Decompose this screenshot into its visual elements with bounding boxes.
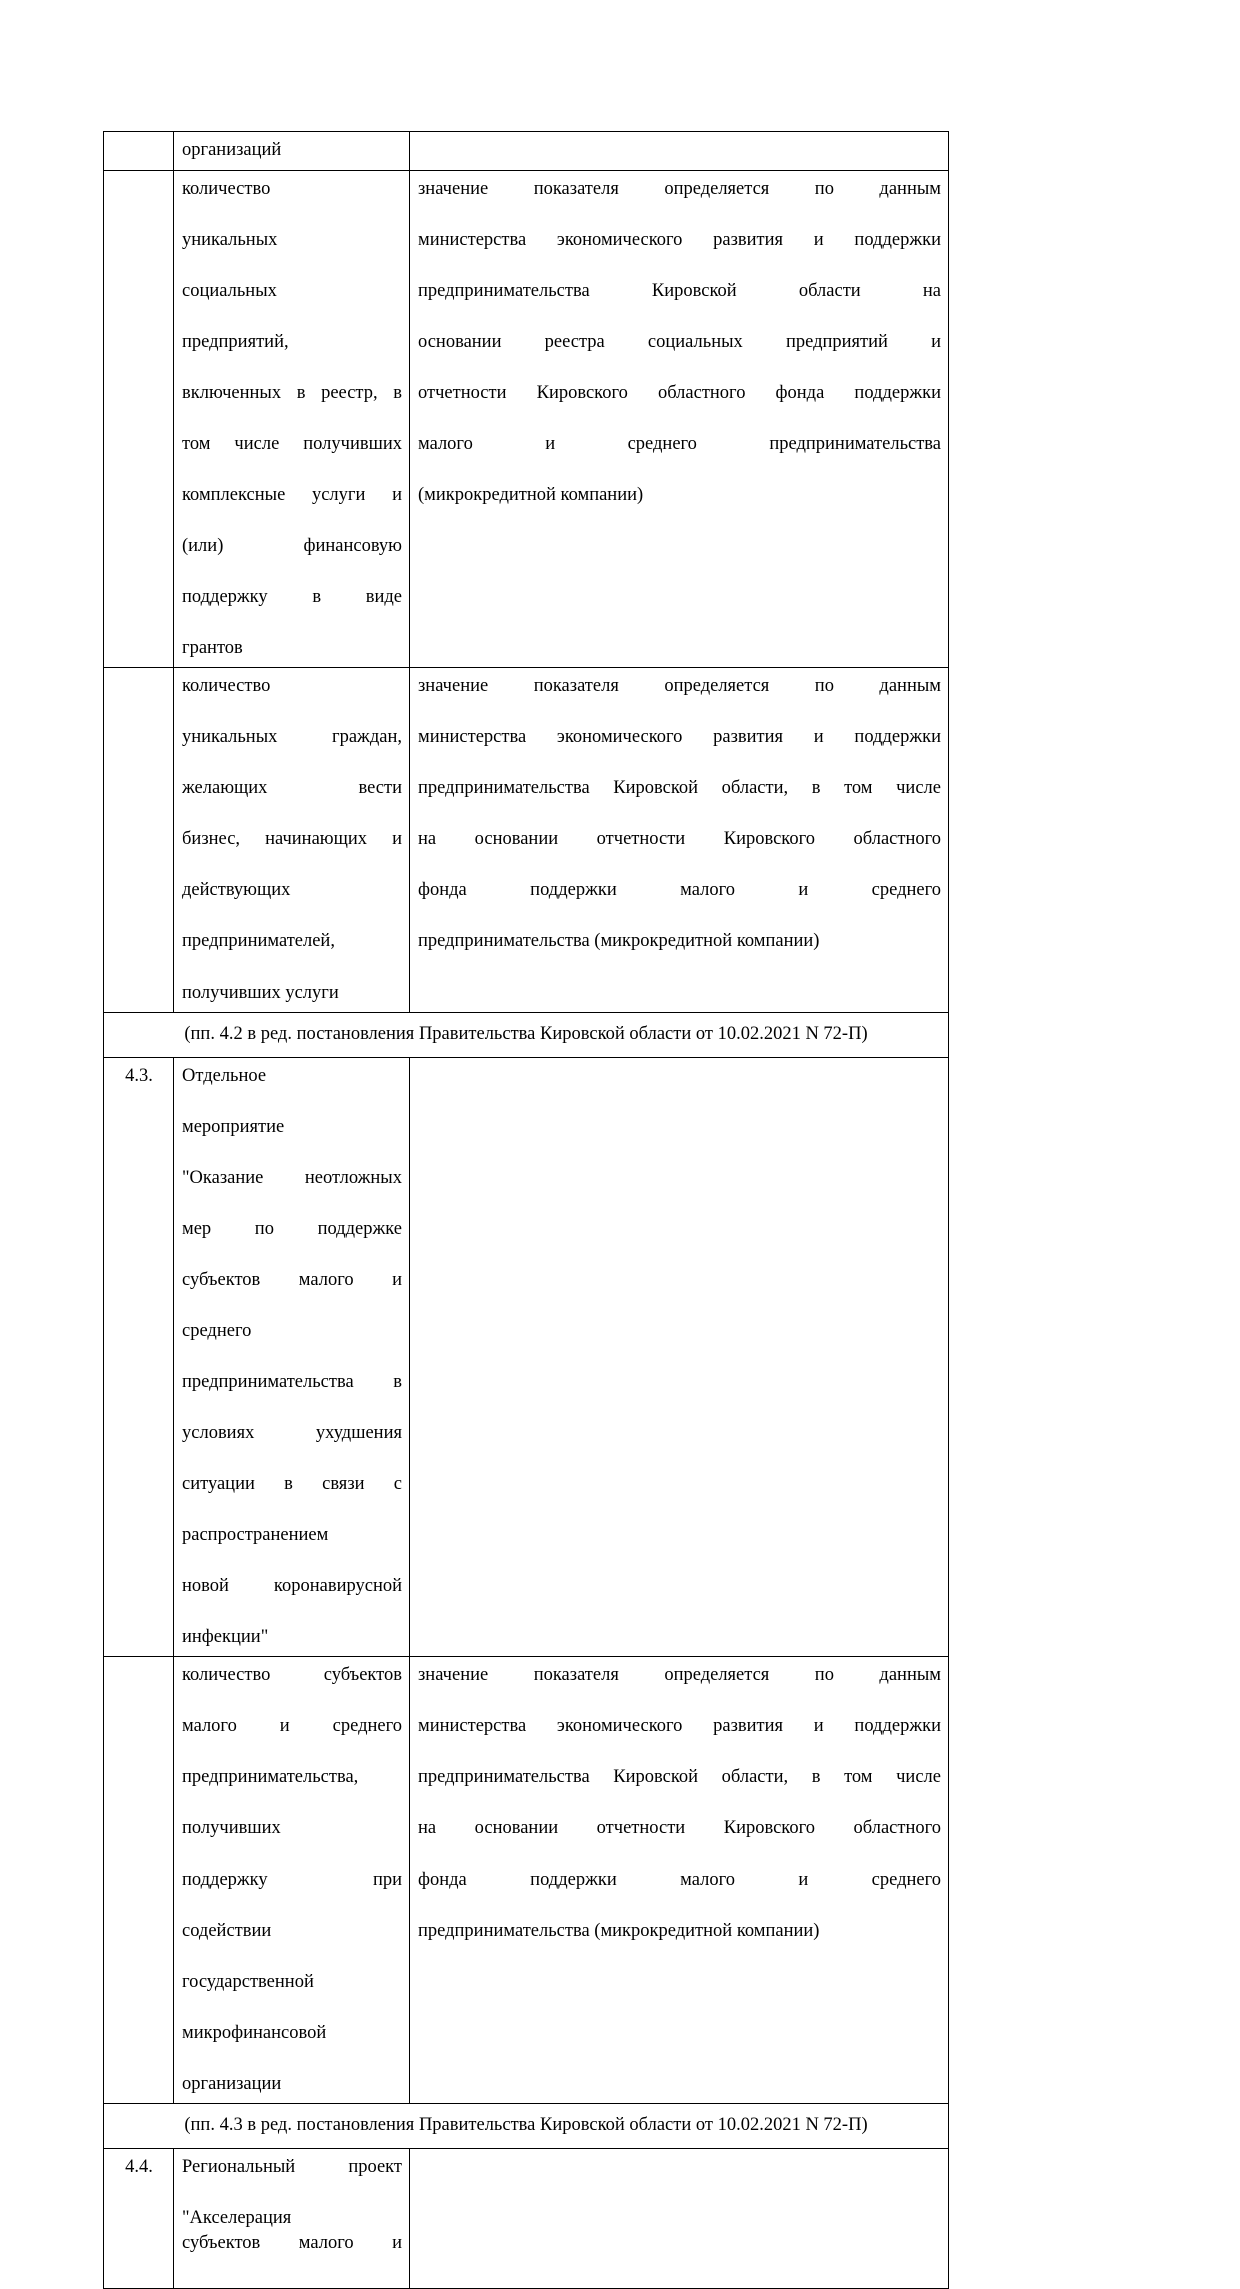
text-line: микрофинансовой bbox=[182, 2022, 327, 2043]
text-line: (или) финансовую bbox=[182, 535, 402, 556]
text-line: предприятий, bbox=[182, 331, 289, 352]
text-line: действующих bbox=[182, 880, 291, 901]
text-line: условиях ухудшения bbox=[182, 1422, 402, 1443]
empty-cell-content bbox=[418, 138, 941, 139]
row-desc-cell bbox=[410, 132, 949, 171]
table-body bbox=[104, 132, 949, 2289]
text-line: министерства экономического развития и поддержки bbox=[418, 727, 941, 748]
text-line: ситуации в связи с bbox=[182, 1473, 402, 1494]
text-line: основании реестра социальных предприятий и bbox=[418, 331, 941, 352]
text-line: мер по поддержке bbox=[182, 1218, 402, 1239]
row-name-cell bbox=[174, 2148, 410, 2289]
text-line: получивших bbox=[182, 1818, 281, 1839]
row-name-cell bbox=[174, 668, 410, 1013]
row-number: 4.4. bbox=[125, 2156, 153, 2177]
row-desc-cell bbox=[410, 2148, 949, 2289]
text-line: комплексные услуги и bbox=[182, 484, 402, 505]
text-line: субъектов малого и bbox=[182, 2233, 402, 2254]
text-line: министерства экономического развития и поддержки bbox=[418, 229, 941, 250]
text-line: на основании отчетности Кировского областного bbox=[418, 1818, 941, 1839]
text-line: среднего bbox=[182, 1320, 252, 1341]
table-row bbox=[104, 132, 949, 171]
text-line: новой коронавирусной bbox=[182, 1575, 402, 1596]
table-row bbox=[104, 1057, 949, 1657]
row-name-cell bbox=[174, 170, 410, 668]
text-line: социальных bbox=[182, 280, 277, 301]
text-line: поддержку при bbox=[182, 1869, 402, 1890]
text-line: предпринимательства в bbox=[182, 1371, 402, 1392]
amendment-note-cell bbox=[104, 1013, 949, 1058]
text-line: малого и среднего предпринимательства bbox=[418, 433, 941, 454]
row-desc-cell bbox=[410, 1657, 949, 2104]
text-line: значение показателя определяется по данным bbox=[418, 1665, 941, 1686]
text-line: включенных в реестр, в bbox=[182, 382, 402, 403]
text-line: значение показателя определяется по данным bbox=[418, 178, 941, 199]
text-line: предпринимателей, bbox=[182, 931, 335, 952]
text-line: содействии bbox=[182, 1920, 272, 1941]
table-row bbox=[104, 1657, 949, 2104]
amendment-note-4-2: (пп. 4.2 в ред. постановления Правительства Кировской области от 10.02.2021 N 72-П) bbox=[184, 1024, 868, 1045]
text-line: количество bbox=[182, 676, 271, 697]
text-line: государственной bbox=[182, 1971, 314, 1992]
table-row bbox=[104, 170, 949, 668]
empty-cell-content bbox=[418, 1064, 941, 1065]
row-number: 4.3. bbox=[125, 1065, 153, 1086]
text-line: организаций bbox=[182, 140, 282, 160]
row-name-cell bbox=[174, 1057, 410, 1657]
text-line: предпринимательства Кировской области, в том числе bbox=[418, 1767, 941, 1788]
text-line: Региональный проект bbox=[182, 2156, 402, 2177]
regulation-table bbox=[103, 131, 949, 2289]
row-number-cell bbox=[104, 2148, 174, 2289]
text-line: уникальных bbox=[182, 229, 278, 250]
text-line: фонда поддержки малого и среднего bbox=[418, 880, 941, 901]
row-number-cell bbox=[104, 668, 174, 1013]
table-row bbox=[104, 2148, 949, 2289]
text-line: предпринимательства Кировской области на bbox=[418, 280, 941, 301]
row-name-cell bbox=[174, 132, 410, 171]
text-line: субъектов малого и bbox=[182, 1269, 402, 1290]
amendment-note-4-3: (пп. 4.3 в ред. постановления Правительства Кировской области от 10.02.2021 N 72-П) bbox=[184, 2115, 868, 2136]
table-row bbox=[104, 668, 949, 1013]
text-line: распространением bbox=[182, 1524, 329, 1545]
row-desc-cell bbox=[410, 170, 949, 668]
row-number-cell bbox=[104, 1057, 174, 1657]
amendment-note-row bbox=[104, 2104, 949, 2149]
row-number-cell bbox=[104, 1657, 174, 2104]
text-line: количество bbox=[182, 178, 271, 199]
text-line: малого и среднего bbox=[182, 1716, 402, 1737]
row-number-cell bbox=[104, 132, 174, 171]
text-line: уникальных граждан, bbox=[182, 727, 402, 748]
amendment-note-cell bbox=[104, 2104, 949, 2149]
amendment-note-row bbox=[104, 1013, 949, 1058]
text-line: министерства экономического развития и поддержки bbox=[418, 1716, 941, 1737]
text-line: количество субъектов bbox=[182, 1665, 402, 1686]
row-desc-cell bbox=[410, 668, 949, 1013]
text-line: "Оказание неотложных bbox=[182, 1167, 402, 1188]
row-number-cell bbox=[104, 170, 174, 668]
text-line: фонда поддержки малого и среднего bbox=[418, 1869, 941, 1890]
text-line: том числе получивших bbox=[182, 433, 402, 454]
text-line: грантов bbox=[182, 637, 243, 658]
text-line: предпринимательства (микрокредитной компании) bbox=[418, 931, 820, 952]
empty-cell-content bbox=[418, 2155, 941, 2156]
row-name-cell bbox=[174, 1657, 410, 2104]
text-line: бизнес, начинающих и bbox=[182, 829, 402, 850]
text-line: (микрокредитной компании) bbox=[418, 484, 644, 505]
text-line: желающих вести bbox=[182, 778, 402, 799]
row-desc-cell bbox=[410, 1057, 949, 1657]
text-line: организации bbox=[182, 2073, 282, 2094]
text-line: получивших услуги bbox=[182, 982, 339, 1003]
text-line: на основании отчетности Кировского областного bbox=[418, 829, 941, 850]
text-line: предпринимательства, bbox=[182, 1767, 359, 1788]
text-line: предпринимательства Кировской области, в том числе bbox=[418, 778, 941, 799]
text-line: мероприятие bbox=[182, 1116, 285, 1137]
text-line: предпринимательства (микрокредитной компании) bbox=[418, 1920, 820, 1941]
text-line: "Акселерация bbox=[182, 2207, 292, 2228]
text-line: инфекции" bbox=[182, 1626, 269, 1647]
text-line: отчетности Кировского областного фонда поддержки bbox=[418, 382, 941, 403]
text-line: поддержку в виде bbox=[182, 586, 402, 607]
text-line: Отдельное bbox=[182, 1065, 267, 1086]
text-line: значение показателя определяется по данным bbox=[418, 676, 941, 697]
